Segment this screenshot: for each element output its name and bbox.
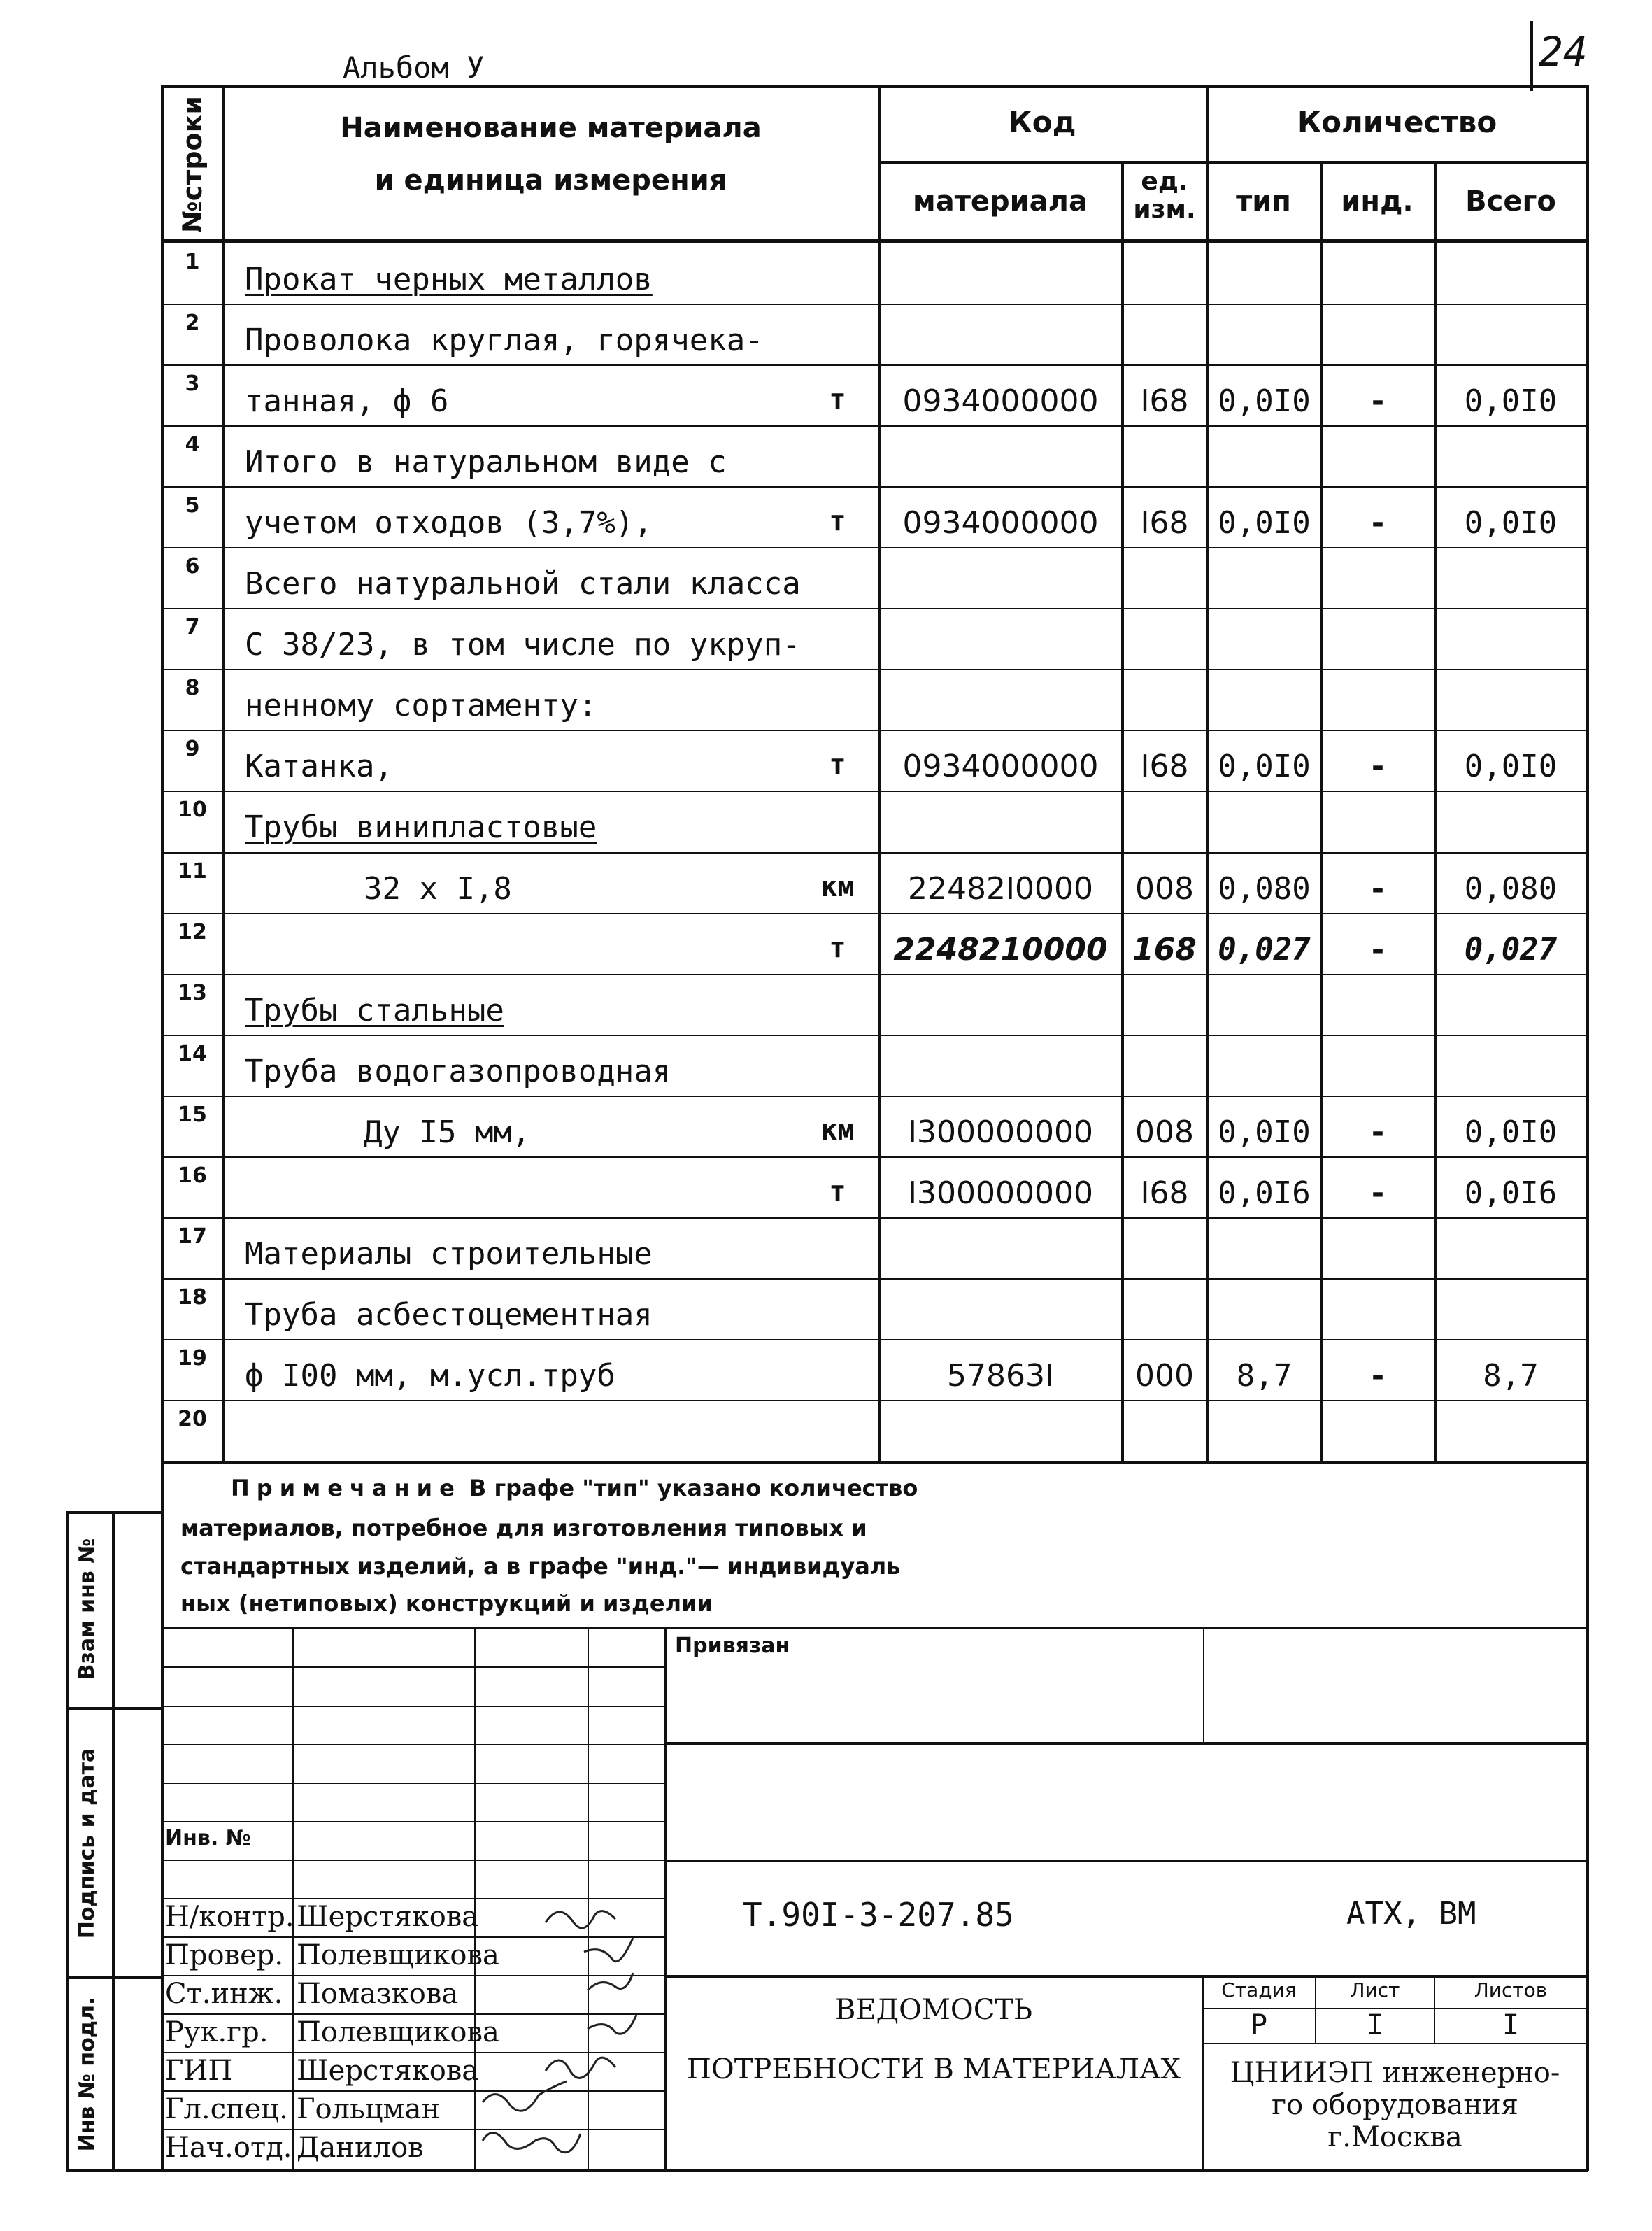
note-line1: Примечание В графе "тип" указано количество [231, 1475, 918, 1501]
doc-code: Т.90I-3-207.85 [743, 1896, 1014, 1934]
material-code: 0934000000 [902, 383, 1099, 419]
unit: км [820, 871, 855, 903]
header-code: Код [1008, 105, 1076, 139]
qty-total: 0,027 [1464, 932, 1558, 968]
unit-code: 008 [1135, 871, 1194, 907]
privyazan-label: Привязан [675, 1634, 790, 1658]
header-qty-total: Всего [1465, 185, 1556, 218]
row-number: 4 [185, 432, 200, 457]
row-number: 18 [178, 1285, 207, 1310]
material-name: ненному сортаменту: [245, 688, 597, 723]
signer-role: Рук.гр. [165, 2016, 269, 2048]
signer-name: Полевщикова [297, 1939, 499, 1971]
unit-code: I68 [1140, 749, 1189, 784]
qty-type: 0,027 [1218, 932, 1311, 968]
row-number: 1 [185, 250, 200, 274]
row-number: 17 [178, 1224, 207, 1249]
row-number: 11 [178, 859, 207, 884]
side-inv-podl: Инв № подл. [75, 1997, 99, 2152]
unit: т [829, 505, 846, 537]
row-number: 8 [185, 676, 200, 700]
header-qty-ind: инд. [1341, 185, 1414, 218]
sheets-value: I [1502, 2009, 1520, 2041]
unit-code: I68 [1140, 1175, 1189, 1211]
material-code: 2248210000 [893, 932, 1108, 968]
unit-code: 168 [1132, 932, 1197, 968]
signer-name: Гольцман [297, 2093, 441, 2125]
unit: т [829, 749, 846, 781]
unit-code: I68 [1140, 383, 1189, 419]
row-number: 12 [178, 920, 207, 944]
note-line3: стандартных изделий, а в графе "инд."— индивидуаль [180, 1553, 901, 1580]
doc-title-line1: ВЕДОМОСТЬ [835, 1994, 1032, 2026]
material-name: Проволока круглая, горячека- [245, 323, 764, 358]
qty-total: 8,7 [1483, 1358, 1539, 1394]
material-name: Материалы строительные [245, 1236, 653, 1272]
signer-name: Шерстякова [297, 1901, 479, 1933]
signer-name: Шерстякова [297, 2055, 479, 2087]
material-name: Труба водогазопроводная [245, 1054, 671, 1089]
material-name: 32 х I,8 [364, 871, 512, 907]
side-vzam-inv: Взам инв № [75, 1538, 99, 1680]
qty-ind: - [1368, 1114, 1388, 1150]
material-code: 0934000000 [902, 505, 1099, 541]
header-quantity: Количество [1297, 105, 1497, 139]
material-name: С 38/23, в том числе по укруп- [245, 627, 801, 663]
header-name-line1: Наименование материала [340, 112, 762, 144]
qty-ind: - [1368, 871, 1388, 907]
sheet-value: I [1366, 2009, 1384, 2041]
inv-no-label: Инв. № [165, 1826, 251, 1850]
signer-role: Н/контр. [165, 1901, 294, 1933]
row-number: 2 [185, 311, 200, 335]
material-code: 0934000000 [902, 749, 1099, 784]
material-name: учетом отходов (3,7%), [245, 505, 653, 541]
row-number: 13 [178, 981, 207, 1005]
material-name: ф I00 мм, м.усл.труб [245, 1358, 615, 1394]
material-name: Трубы стальные [245, 993, 504, 1028]
signer-name: Полевщикова [297, 2016, 499, 2048]
header-qty-type: тип [1236, 185, 1291, 218]
qty-ind: - [1368, 1175, 1388, 1211]
unit: км [820, 1114, 855, 1147]
qty-ind: - [1368, 749, 1388, 784]
row-number: 3 [185, 371, 200, 396]
stage-label: Стадия [1221, 1978, 1297, 2002]
row-number: 5 [185, 493, 200, 518]
row-number: 19 [178, 1346, 207, 1371]
org-name: ЦНИИЭП инженерно- го оборудования г.Москва [1230, 2057, 1560, 2153]
unit-code: I68 [1140, 505, 1189, 541]
qty-total: 0,0I6 [1464, 1175, 1558, 1211]
header-name-line2: и единица измерения [374, 164, 727, 197]
row-number: 6 [185, 554, 200, 579]
qty-total: 0,0I0 [1464, 1114, 1558, 1150]
qty-type: 0,0I0 [1218, 1114, 1311, 1150]
material-code: I300000000 [908, 1114, 1093, 1150]
material-name: Итого в натуральном виде с [245, 444, 727, 480]
unit: т [829, 383, 846, 416]
qty-total: 0,0I0 [1464, 749, 1558, 784]
unit-code: 008 [1135, 1114, 1194, 1150]
qty-total: 0,0I0 [1464, 383, 1558, 419]
unit-code: 000 [1135, 1358, 1194, 1394]
signer-role: Провер. [165, 1939, 284, 1971]
header-row-no: №строки [177, 96, 208, 233]
material-name: Катанка, [245, 749, 393, 784]
qty-type: 0,0I0 [1218, 383, 1311, 419]
doc-mark: АТХ, ВМ [1346, 1896, 1476, 1932]
row-number: 9 [185, 737, 200, 761]
qty-type: 0,0I0 [1218, 749, 1311, 784]
unit: т [829, 932, 846, 964]
row-number: 14 [178, 1042, 207, 1066]
qty-ind: - [1368, 1358, 1388, 1394]
row-number: 16 [178, 1163, 207, 1188]
material-name: Прокат черных металлов [245, 262, 653, 297]
side-podpis-data: Подпись и дата [75, 1748, 99, 1939]
material-code: 57863I [947, 1358, 1054, 1394]
row-number: 7 [185, 615, 200, 639]
row-number: 10 [178, 798, 207, 822]
qty-total: 0,0I0 [1464, 505, 1558, 541]
note-line4: ных (нетиповых) конструкций и изделии [180, 1590, 713, 1617]
album-label: Альбом У [343, 50, 485, 85]
signer-role: Нач.отд. [165, 2132, 292, 2164]
material-code: I300000000 [908, 1175, 1093, 1211]
qty-type: 8,7 [1236, 1358, 1293, 1394]
qty-type: 0,0I6 [1218, 1175, 1311, 1211]
material-name: Трубы винипластовые [245, 809, 597, 845]
row-number: 15 [178, 1103, 207, 1127]
sheet-label: Лист [1350, 1978, 1400, 2002]
qty-total: 0,080 [1464, 871, 1558, 907]
qty-type: 0,0I0 [1218, 505, 1311, 541]
material-name: Всего натуральной стали класса [245, 566, 801, 602]
header-code-unit: ед. изм. [1133, 167, 1196, 224]
note-line2: материалов, потребное для изготовления типовых и [180, 1515, 867, 1541]
doc-title-line2: ПОТРЕБНОСТИ В МАТЕРИАЛАХ [687, 2053, 1181, 2085]
signer-name: Данилов [297, 2132, 424, 2164]
qty-ind: - [1368, 383, 1388, 419]
unit: т [829, 1175, 846, 1207]
header-code-material: материала [913, 185, 1088, 218]
qty-ind: - [1368, 505, 1388, 541]
sheets-label: Листов [1474, 1978, 1548, 2002]
signer-name: Помазкова [297, 1978, 459, 2010]
material-code: 22482I0000 [908, 871, 1093, 907]
material-name: танная, ф 6 [245, 383, 449, 419]
page-number: 24 [1539, 28, 1588, 76]
qty-ind: - [1368, 932, 1388, 968]
row-number: 20 [178, 1407, 207, 1431]
signer-role: Гл.спец. [165, 2093, 288, 2125]
qty-type: 0,080 [1218, 871, 1311, 907]
stage-value: Р [1250, 2009, 1268, 2041]
signer-role: Ст.инж. [165, 1978, 283, 2010]
material-name: Труба асбестоцементная [245, 1297, 653, 1333]
signer-role: ГИП [165, 2055, 233, 2087]
material-name: Ду I5 мм, [364, 1114, 531, 1150]
